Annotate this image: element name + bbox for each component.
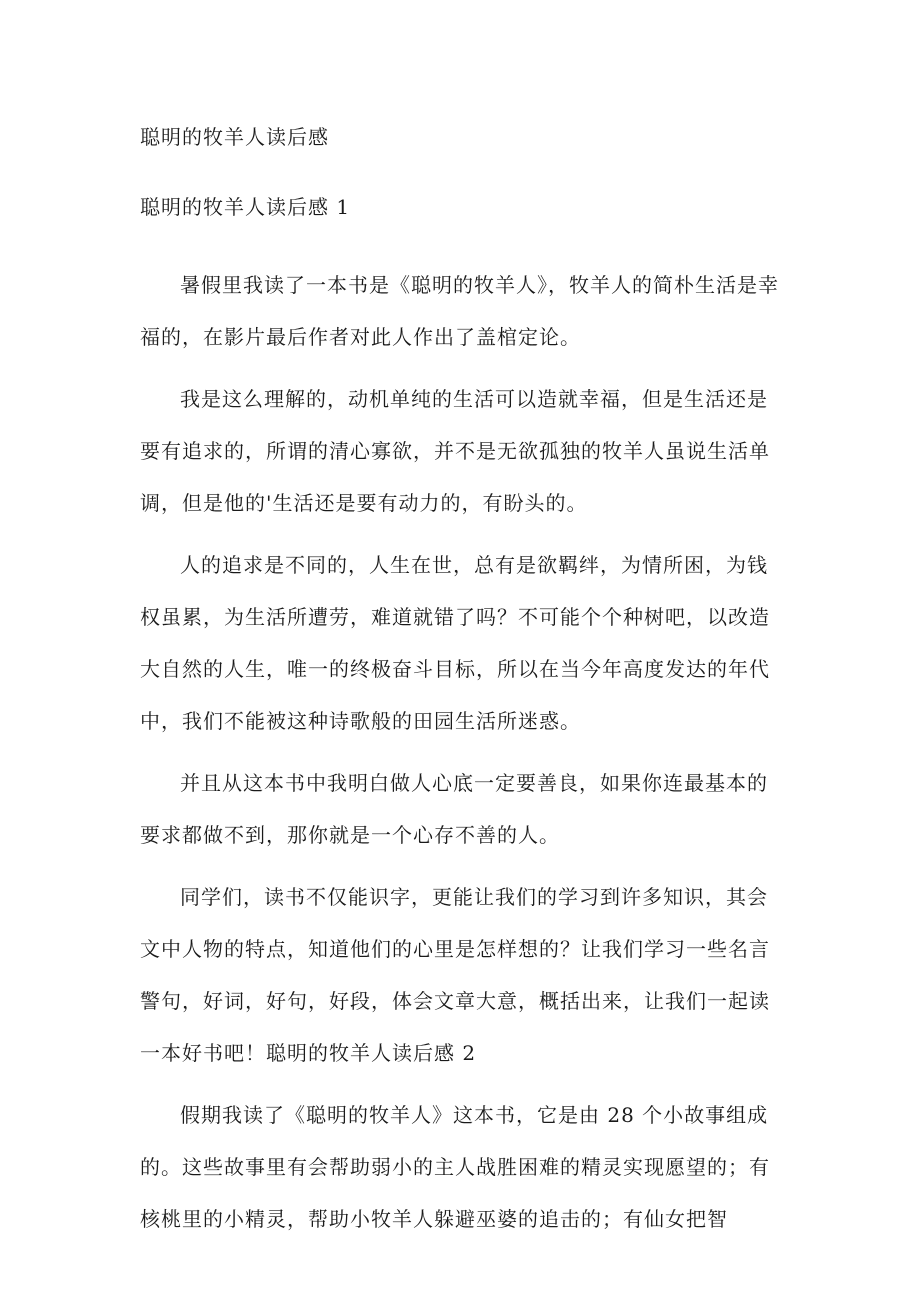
document-page — [140, 118, 780, 1255]
paragraph-5: 同学们，读书不仅能识字，更能让我们的学习到许多知识，其会文中人物的特点，知道他们的心里是怎样想的？让我们学习一些名言警句，好词，好句，好段，体会文章大意，概括出来，让我们一起读一本好书吧！聪明的牧羊人读后感 2 — [140, 885, 770, 1065]
section-heading: 聪明的牧羊人读后感 1 — [140, 195, 351, 219]
paragraph-4: 并且从这本书中我明白做人心底一定要善良，如果你连最基本的要求都做不到，那你就是一个心存不善的人。 — [140, 771, 768, 847]
paragraph-3: 人的追求是不同的，人生在世，总有是欲羁绊，为情所困，为钱权虽累，为生活所遭劳，难道就错了吗？不可能个个种树吧，以改造大自然的人生，唯一的终极奋斗目标，所以在当今年高度发达的年代中，我们不能被这种诗歌般的田园生活所迷惑。 — [140, 553, 770, 733]
paragraph-2: 我是这么理解的，动机单纯的生活可以造就幸福，但是生活还是要有追求的，所谓的清心寡欲，并不是无欲孤独的牧羊人虽说生活单调，但是他的'生活还是要有动力的，有盼头的。 — [140, 387, 770, 515]
paragraph-1: 暑假里我读了一本书是《聪明的牧羊人》，牧羊人的简朴生活是幸福的，在影片最后作者对此人作出了盖棺定论。 — [140, 273, 779, 349]
paragraph-6: 假期我读了《聪明的牧羊人》这本书，它是由 28 个小故事组成的。这些故事里有会帮助弱小的主人战胜困难的精灵实现愿望的；有核桃里的小精灵，帮助小牧羊人躲避巫婆的追击的；有仙女把智 — [140, 1103, 770, 1231]
document-title: 聪明的牧羊人读后感 — [140, 125, 329, 149]
